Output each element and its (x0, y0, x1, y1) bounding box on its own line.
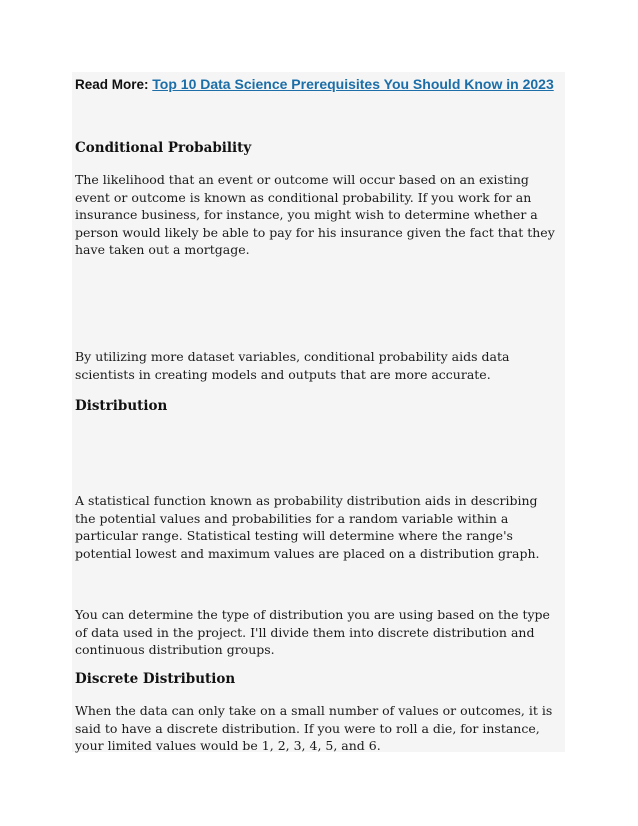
paragraph-distribution-types: You can determine the type of distribution you are using based on the type of data used in the project. I'll divide them into discrete distribution and continuous distribution groups. (75, 607, 550, 658)
paragraph-conditional-probability-definition: The likelihood that an event or outcome will occur based on an existing event or outcome is known as conditional probability. If you work for an insurance business, for instance, you might wish to determine whether a person would likely be able to pay for his insurance given the fact that they have taken out a mortgage. (75, 172, 555, 258)
read-more-line (75, 75, 561, 94)
heading-conditional-probability: Conditional Probability (75, 140, 252, 156)
heading-discrete-distribution: Discrete Distribution (75, 671, 236, 687)
read-more-label: Read More: (75, 77, 149, 92)
heading-distribution: Distribution (75, 398, 168, 414)
paragraph-discrete-distribution-definition: When the data can only take on a small number of values or outcomes, it is said to have a discrete distribution. If you were to roll a die, for instance, your limited values would be 1, 2, 3, 4, 5, and 6. (75, 703, 553, 754)
paragraph-distribution-definition: A statistical function known as probability distribution aids in describing the potential values and probabilities for a random variable within a particular range. Statistical testing will determine where the range's potential lowest and maximum values are placed on a distribution graph. (75, 493, 540, 561)
paragraph-conditional-probability-benefit: By utilizing more dataset variables, conditional probability aids data scientists in creating models and outputs that are more accurate. (75, 349, 510, 382)
read-more-link[interactable]: Top 10 Data Science Prerequisites You Should Know in 2023 (152, 76, 554, 92)
